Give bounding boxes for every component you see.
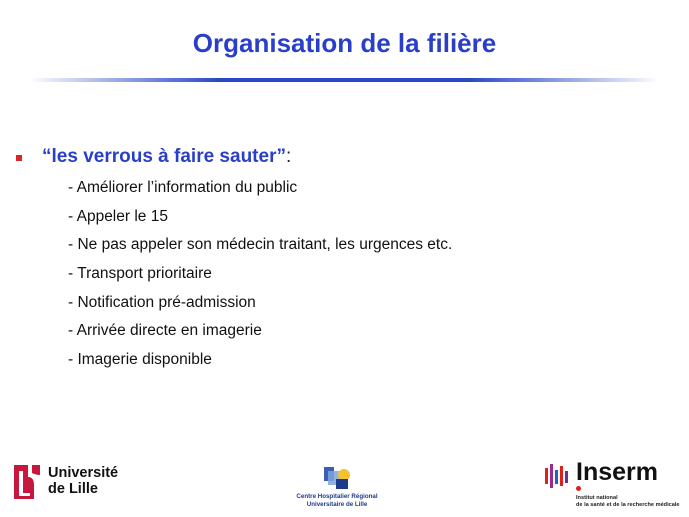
inserm-wordmark: Inserm (576, 458, 658, 486)
inserm-sub-line-1: Institut national (576, 495, 618, 501)
list-item: - Notification pré-admission (68, 293, 256, 311)
inserm-bars-icon (544, 462, 570, 490)
list-item: - Améliorer l’information du public (68, 179, 298, 196)
inserm-subtitle (576, 495, 680, 509)
lille-line-2: de Lille (48, 481, 98, 497)
chru-lille-logo (282, 465, 392, 511)
list-item: - Ne pas appeler son médecin traitant, les urgences etc. (68, 236, 453, 254)
bullet-heading (16, 146, 291, 168)
square-bullet-icon (16, 155, 22, 161)
chru-line-2: Universitaire de Lille (306, 501, 368, 508)
inserm-logo (540, 458, 685, 514)
list-item: - Arrivée directe en imagerie (68, 322, 262, 340)
sub-item-list (68, 178, 452, 379)
heading-text: “les verrous à faire sauter” (42, 146, 286, 167)
inserm-sub-line-2: de la santé et de la recherche médicale (576, 502, 680, 508)
universite-de-lille-logo (12, 463, 132, 503)
list-item: - Transport prioritaire (68, 265, 212, 283)
chru-line-1: Centre Hospitalier Régional (296, 493, 378, 500)
chru-emblem-icon (320, 465, 354, 491)
lille-line-1: Université (48, 465, 119, 481)
inserm-red-dot (576, 486, 581, 491)
chru-wordmark (282, 493, 392, 509)
list-item: - Appeler le 15 (68, 207, 168, 225)
lille-wordmark (48, 465, 118, 497)
list-item: - Imagerie disponible (68, 351, 212, 369)
heading-colon: : (285, 146, 292, 167)
lille-emblem-icon (12, 463, 42, 501)
slide-title: Organisation de la filière (192, 28, 497, 58)
title-underline (28, 78, 660, 82)
